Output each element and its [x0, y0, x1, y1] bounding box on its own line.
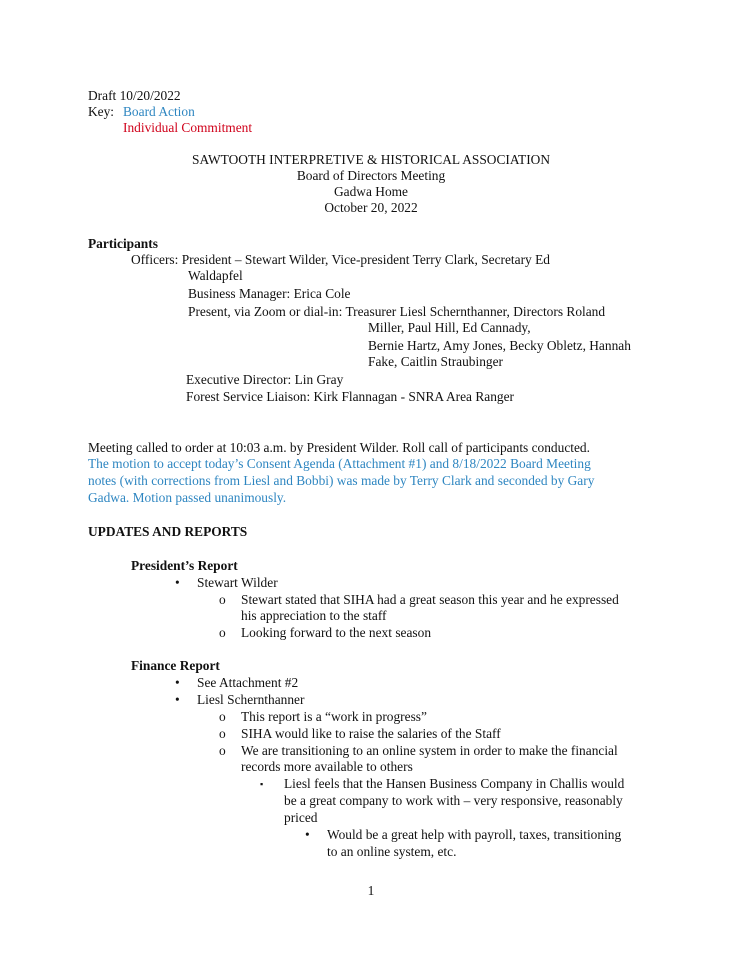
draft-date: Draft 10/20/2022 [88, 88, 181, 103]
finance-sub-1-line-2: be a great company to work with – very responsive, reasonably [284, 793, 623, 808]
key-label: Key: [88, 104, 115, 119]
bullet-disc: • [175, 675, 180, 690]
bullet-circle: o [219, 592, 226, 607]
org-title: SAWTOOTH INTERPRETIVE & HISTORICAL ASSOCIATION [192, 152, 550, 167]
present-line-2: Miller, Paul Hill, Ed Cannady, [368, 320, 531, 335]
bullet-disc: • [305, 827, 310, 842]
bullet-circle: o [219, 709, 226, 724]
finance-sub-2-line-1: Would be a great help with payroll, taxes, transitioning [327, 827, 622, 842]
meeting-title: Board of Directors Meeting [296, 168, 446, 183]
bullet-circle: o [219, 726, 226, 741]
present-line-4: Fake, Caitlin Straubinger [368, 354, 503, 369]
president-item-2-text: Looking forward to the next season [241, 625, 432, 640]
bullet-circle: o [219, 625, 226, 640]
bullet-disc: • [175, 692, 180, 707]
forest-service-liaison: Forest Service Liaison: Kirk Flannagan - SNRA Area Ranger [186, 389, 515, 404]
finance-item-3-line-2: records more available to others [241, 759, 413, 774]
finance-sub-1-line-1: Liesl feels that the Hansen Business Company in Challis would [284, 776, 625, 791]
present-line-3: Bernie Hartz, Amy Jones, Becky Obletz, Hannah [368, 338, 631, 353]
finance-item-3-line-1: We are transitioning to an online system in order to make the financial [241, 743, 618, 758]
motion-line-2: notes (with corrections from Liesl and Bobbi) was made by Terry Clark and seconded by Gary [88, 473, 595, 488]
key-individual-commitment: Individual Commitment [123, 120, 253, 135]
motion-line-3: Gadwa. Motion passed unanimously. [88, 490, 287, 505]
president-item-1-line-1: Stewart stated that SIHA had a great season this year and he expressed [241, 592, 619, 607]
president-name: Stewart Wilder [197, 575, 278, 590]
president-item-1-line-2: his appreciation to the staff [241, 608, 387, 623]
business-manager: Business Manager: Erica Cole [188, 286, 351, 301]
present-line-1: Present, via Zoom or dial-in: Treasurer Liesl Schernthanner, Directors Roland [188, 304, 606, 319]
finance-see-attachment: See Attachment #2 [197, 675, 299, 690]
finance-sub-1-line-3: priced [284, 810, 318, 825]
finance-name: Liesl Schernthanner [197, 692, 305, 707]
participants-heading: Participants [88, 236, 158, 251]
motion-line-1: The motion to accept today’s Consent Agenda (Attachment #1) and 8/18/2022 Board Meeting [88, 456, 591, 471]
call-to-order: Meeting called to order at 10:03 a.m. by President Wilder. Roll call of participants conducted. [88, 440, 590, 455]
executive-director: Executive Director: Lin Gray [186, 372, 344, 387]
finance-sub-2-line-2: to an online system, etc. [327, 844, 457, 859]
officers-line-1: Officers: President – Stewart Wilder, Vice-president Terry Clark, Secretary Ed [131, 252, 550, 267]
meeting-date: October 20, 2022 [324, 200, 418, 215]
page-number: 1 [367, 883, 375, 898]
bullet-disc: • [175, 575, 180, 590]
key-board-action: Board Action [123, 104, 195, 119]
officers-line-2: Waldapfel [188, 268, 243, 283]
updates-heading: UPDATES AND REPORTS [88, 524, 248, 539]
president-report-heading: President’s Report [131, 558, 238, 573]
finance-report-heading: Finance Report [131, 658, 220, 673]
meeting-location: Gadwa Home [334, 184, 408, 199]
finance-item-2-text: SIHA would like to raise the salaries of the Staff [241, 726, 501, 741]
finance-item-1-text: This report is a “work in progress” [241, 709, 427, 724]
bullet-circle: o [219, 743, 226, 758]
bullet-square: ▪ [260, 779, 264, 789]
